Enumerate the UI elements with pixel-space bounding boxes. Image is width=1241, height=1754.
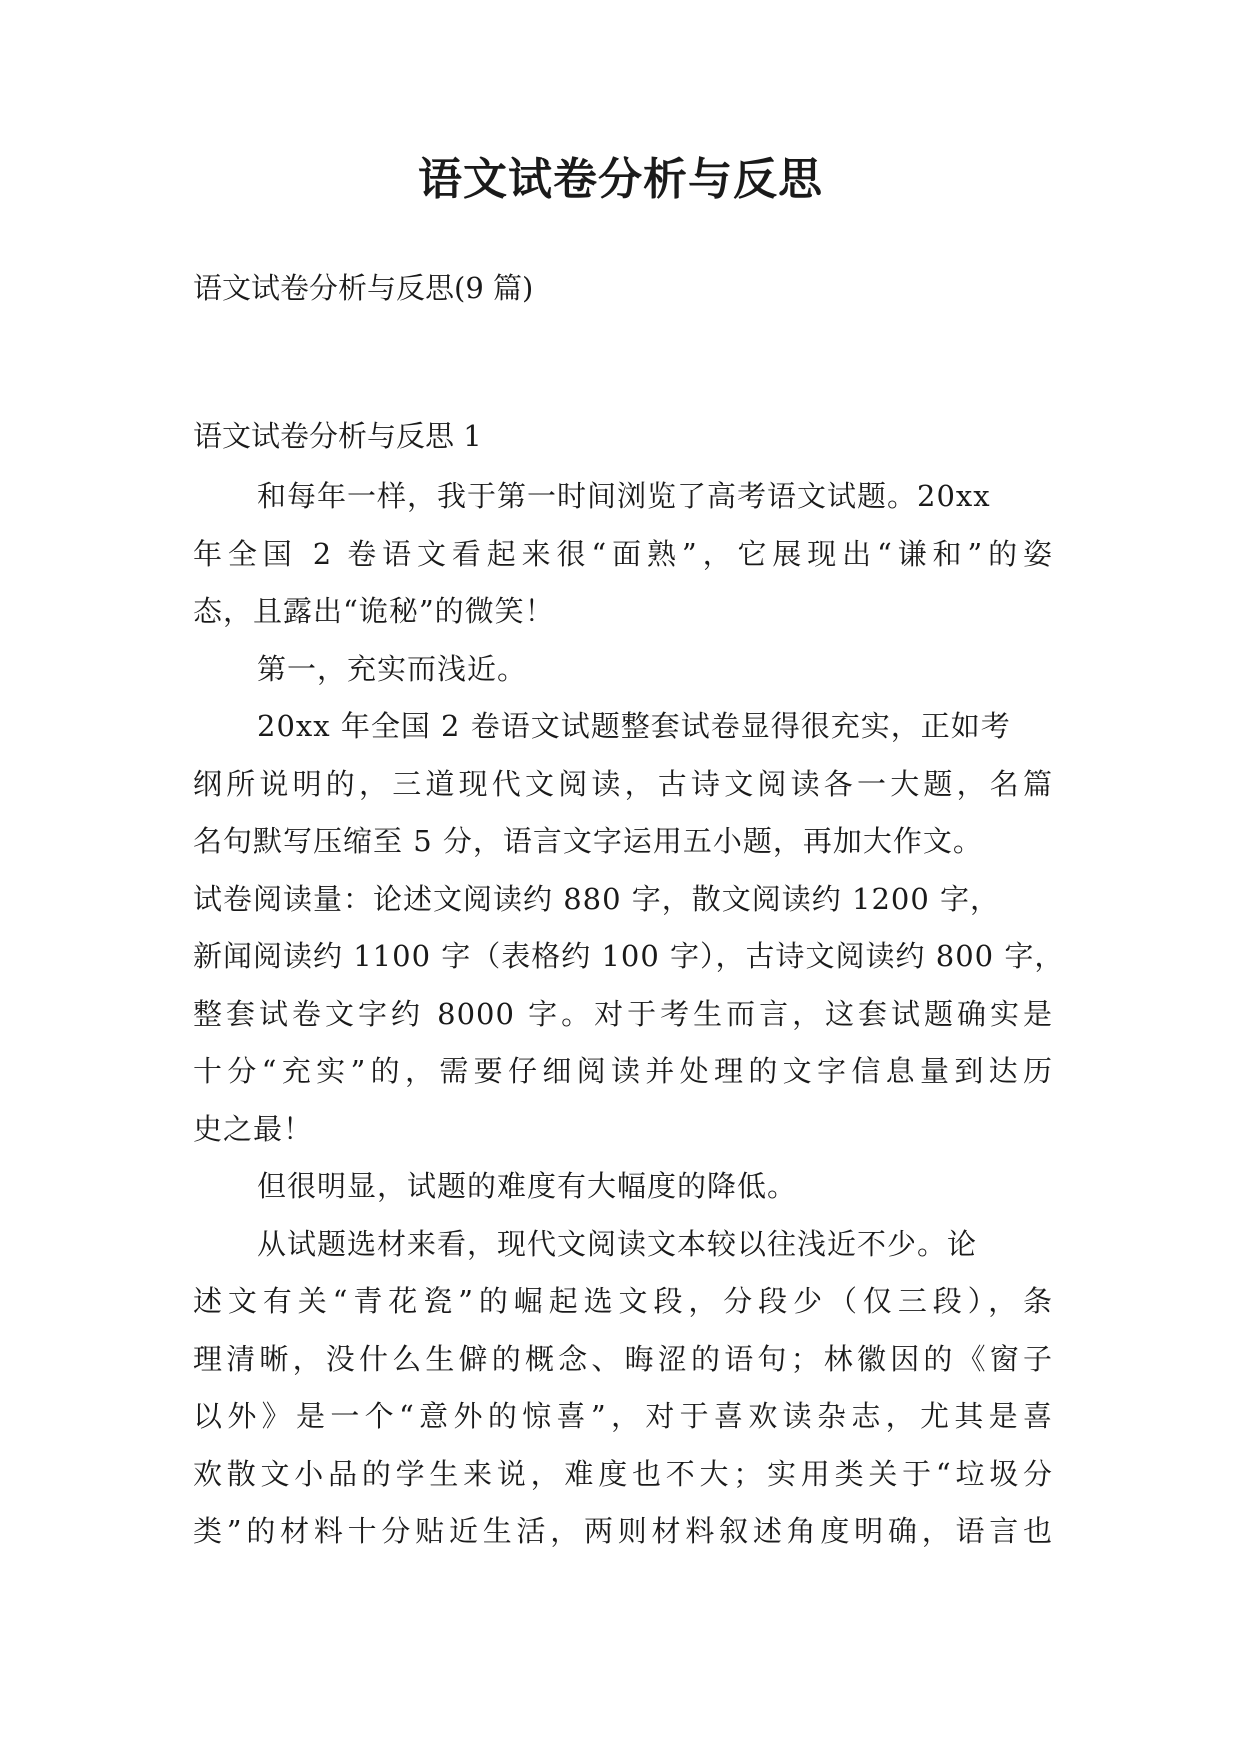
text-line: 十分“充实”的，需要仔细阅读并处理的文字信息量到达历 <box>193 1054 1053 1088</box>
text-line: 20xx 年全国 2 卷语文试题整套试卷显得很充实，正如考 <box>257 709 1011 743</box>
text-line: 纲所说明的，三道现代文阅读，古诗文阅读各一大题，名篇 <box>193 766 1053 801</box>
text-line: 以外》是一个“意外的惊喜”，对于喜欢读杂志，尤其是喜 <box>193 1399 1053 1433</box>
text-line: 述文有关“青花瓷”的崛起选文段，分段少（仅三段），条 <box>193 1284 1053 1318</box>
text-line: 新闻阅读约 1100 字（表格约 100 字），古诗文阅读约 800 字， <box>193 939 1065 973</box>
text-line: 名句默写压缩至 5 分，语言文字运用五小题，再加大作文。 <box>193 824 983 858</box>
text-line: 年全国 2 卷语文看起来很“面熟”，它展现出“谦和”的姿 <box>193 536 1053 571</box>
text-line: 欢散文小品的学生来说，难度也不大；实用类关于“垃圾分 <box>193 1456 1053 1491</box>
document-subtitle: 语文试卷分析与反思(9 篇) <box>193 271 534 305</box>
text-line: 从试题选材来看，现代文阅读文本较以往浅近不少。论 <box>257 1226 978 1261</box>
document-title: 语文试卷分析与反思 <box>418 154 823 205</box>
text-line: 整套试卷文字约 8000 字。对于考生而言，这套试题确实是 <box>193 996 1053 1031</box>
text-line: 史之最！ <box>193 1111 314 1146</box>
text-line: 和每年一样，我于第一时间浏览了高考语文试题。20xx <box>257 479 991 513</box>
text-line: 但很明显，试题的难度有大幅度的降低。 <box>257 1169 798 1203</box>
section-heading: 语文试卷分析与反思 1 <box>193 419 482 453</box>
text-line: 第一，充实而浅近。 <box>257 651 528 686</box>
text-line: 类”的材料十分贴近生活，两则材料叙述角度明确，语言也 <box>193 1514 1053 1548</box>
text-line: 理清晰，没什么生僻的概念、晦涩的语句；林徽因的《窗子 <box>193 1341 1053 1376</box>
text-line: 试卷阅读量：论述文阅读约 880 字，散文阅读约 1200 字， <box>193 881 1001 916</box>
text-line: 态，且露出“诡秘”的微笑！ <box>193 594 555 628</box>
body-text <box>193 468 1065 1561</box>
